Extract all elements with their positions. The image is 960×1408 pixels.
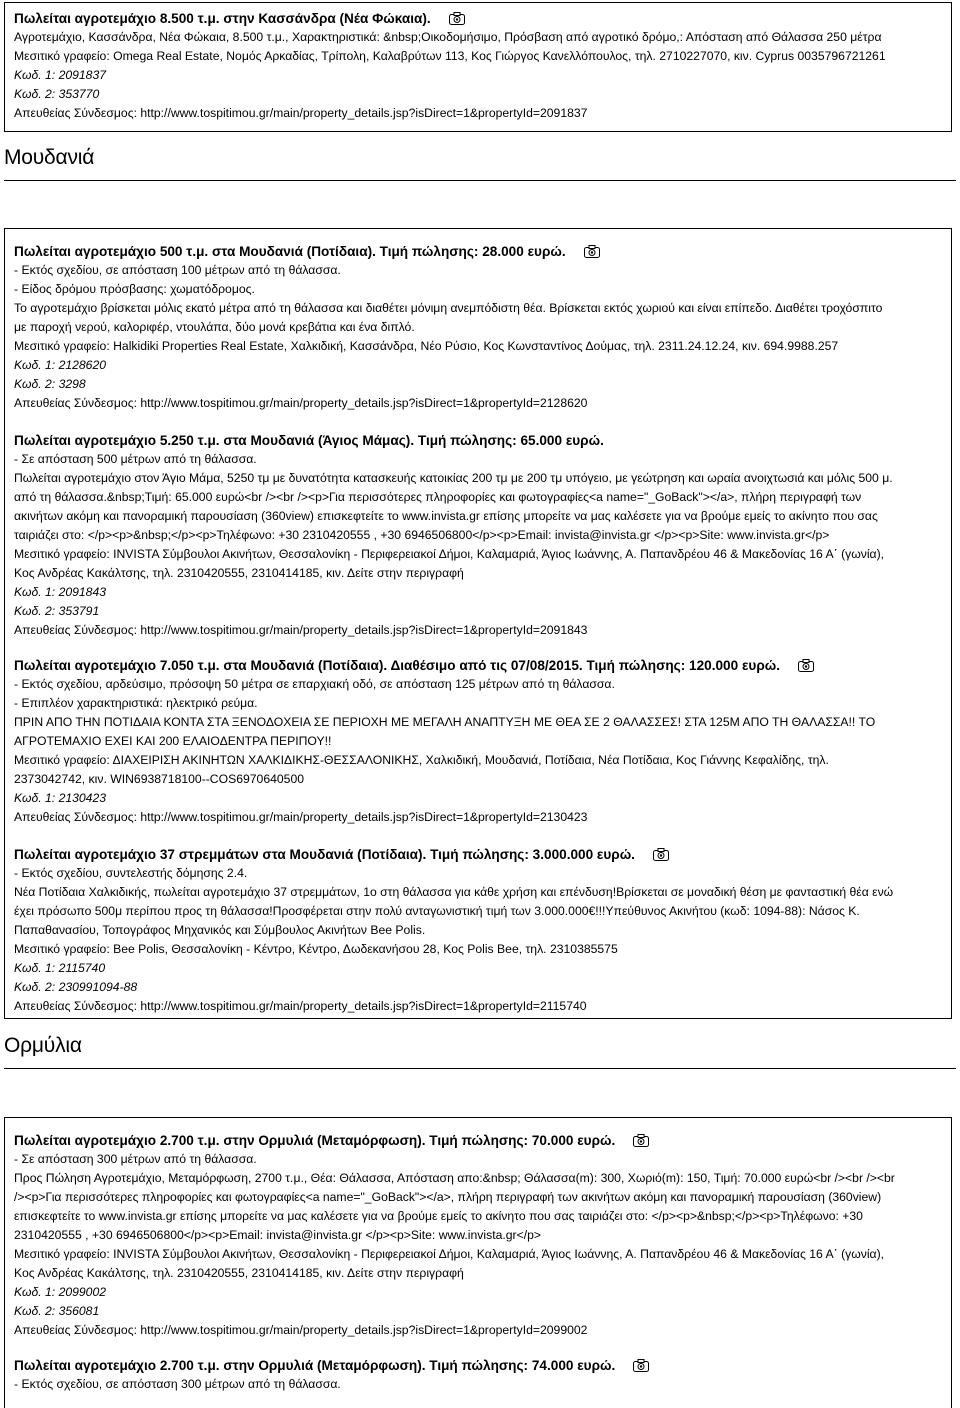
section-divider [4,180,956,181]
listing-detail: 2310420555 , +30 6946506800</p><p>Email: invista@invista.gr </p><p>Site: www.invista.gr</p> [14,1228,541,1242]
listing-link[interactable]: Απευθείας Σύνδεσμος: http://www.tospitimou.gr/main/property_details.jsp?isDirect=1&propertyId=2091843 [14,623,588,637]
listing [14,1131,944,1340]
listing-agent: Μεσιτικό γραφείο: ΔΙΑΧΕΙΡΙΣΗ ΑΚΙΝΗΤΩΝ ΧΑΛΚΙΔΙΚΗΣ-ΘΕΣΣΑΛΟΝΙΚΗΣ, Χαλκιδική, Μουδανιά, Ποτίδαια, Νέα Ποτίδαια, Κος Γιάννης Κεφαλίδης, τηλ. [14,753,829,767]
listing-detail: - Είδος δρόμου πρόσβασης: χωματόδρομος. [14,282,255,296]
listing-title: Πωλείται αγροτεμάχιο 7.050 τ.μ. στα Μουδανιά (Ποτίδαια). Διαθέσιμο από τις 07/08/2015. Τιμή πώλησης: 120.000 ευρώ. [14,656,944,675]
camera-icon[interactable] [653,847,669,860]
listing-agent: 2373042742, κιν. WIN6938718100--COS6970640500 [14,772,305,786]
listing-agent: Μεσιτικό γραφείο: INVISTA Σύμβουλοι Ακινήτων, Θεσσαλονίκη - Περιφερειακοί Δήμοι, Καλαμαριά, Άγιος Ιωάννης, Α. Παπανδρέου 46 & Μακεδονίας 16 Α΄ (γωνία), [14,547,885,561]
listing-code: Κωδ. 2: 353770 [14,87,100,101]
listing-detail: Νέα Ποτίδαια Χαλκιδικής, πωλείται αγροτεμάχιο 37 στρεμμάτων, 1ο στη θάλασσα για κάθε χρήση και επένδυση!Βρίσκεται σε μοναδική θέση με φανταστική θέα ενώ [14,885,894,899]
listing-link[interactable]: Απευθείας Σύνδεσμος: http://www.tospitimou.gr/main/property_details.jsp?isDirect=1&propertyId=2091837 [14,106,588,120]
camera-icon[interactable] [633,1358,649,1371]
camera-icon[interactable] [633,1133,649,1146]
listing-detail: - Εκτός σχεδίου, σε απόσταση 100 μέτρων από τη θάλασσα. [14,263,341,277]
listing-detail: Πωλείται αγροτεμάχιο στον Άγιο Μάμα, 5250 τμ με δυνατότητα κατασκευής κατοικίας 200 τμ με 200 τμ υπόγειο, με γεώτρηση και ωραία ανοιχτωσιά και μόλις 500 μ. [14,471,893,485]
listing-code: Κωδ. 2: 356081 [14,1304,100,1318]
section-divider [4,1068,956,1069]
listing-code: Κωδ. 1: 2115740 [14,961,106,975]
listing [14,242,944,413]
listing-detail: ΠΡΙΝ ΑΠΟ ΤΗΝ ΠΟΤΙΔΑΙΑ ΚΟΝΤΑ ΣΤΑ ΞΕΝΟΔΟΧΕΙΑ ΣΕ ΠΕΡΙΟΧΗ ΜΕ ΜΕΓΑΛΗ ΑΝΑΠΤΥΞΗ ΜΕ ΘΕΑ ΣΕ 2 ΘΑΛΑΣΣΕΣ! ΣΤΑ 125Μ ΑΠΟ ΤΗ ΘΑΛΑΣΣΑ!! ΤΟ [14,715,876,729]
listing-detail: - Σε απόσταση 500 μέτρων από τη θάλασσα. [14,452,257,466]
listing-title: Πωλείται αγροτεμάχιο 37 στρεμμάτων στα Μουδανιά (Ποτίδαια). Τιμή πώλησης: 3.000.000 ευρώ. [14,845,944,864]
listing-detail: ακινήτων ακόμη και πανοραμική παρουσίαση (360view) επισκεφτείτε το www.invista.gr επίσης μπορείτε να μας καλέσετε για να βρούμε εμείς το ακίνητο που σας [14,509,878,523]
listing-link[interactable]: Απευθείας Σύνδεσμος: http://www.tospitimou.gr/main/property_details.jsp?isDirect=1&propertyId=2115740 [14,999,587,1013]
listing-detail: από τη θάλασσα.&nbsp;Τιμή: 65.000 ευρώ<br /><br /><p>Για περισσότερες πληροφορίες και φωτογραφίες<a name="_GoBack"></a>, πλήρη περιγραφή των [14,490,862,504]
listing-detail: με παροχή νερού, καλοριφέρ, ντουλάπα, δύο μονά κρεβάτια και ένα διπλό. [14,320,415,334]
listing-detail: - Σε απόσταση 300 μέτρων από τη θάλασσα. [14,1152,257,1166]
listing-detail: - Εκτός σχεδίου, συντελεστής δόμησης 2.4. [14,866,248,880]
listing-title: Πωλείται αγροτεμάχιο 500 τ.μ. στα Μουδανιά (Ποτίδαια). Τιμή πώλησης: 28.000 ευρώ. [14,242,944,261]
listing-code: Κωδ. 1: 2130423 [14,791,107,805]
listing-code: Κωδ. 2: 230991094-88 [14,980,138,994]
listing-link[interactable]: Απευθείας Σύνδεσμος: http://www.tospitimou.gr/main/property_details.jsp?isDirect=1&propertyId=2128620 [14,396,588,410]
section-heading: Μουδανιά [4,146,95,169]
listing [14,9,944,123]
listing-detail: - Εκτός σχεδίου, σε απόσταση 300 μέτρων από τη θάλασσα. [14,1377,341,1391]
listing-detail: - Εκτός σχεδίου, αρδεύσιμο, πρόσοψη 50 μέτρα σε επαρχιακή οδό, σε απόσταση 125 μέτρων από τη θάλασσα. [14,677,615,691]
listing-title: Πωλείται αγροτεμάχιο 2.700 τ.μ. στην Ορμυλιά (Μεταμόρφωση). Τιμή πώλησης: 74.000 ευρώ. [14,1356,944,1375]
listing-code: Κωδ. 1: 2128620 [14,358,107,372]
listing-title: Πωλείται αγροτεμάχιο 8.500 τ.μ. στην Κασσάνδρα (Νέα Φώκαια). [14,9,944,28]
listing [14,656,944,827]
listing-agent: Μεσιτικό γραφείο: Omega Real Estate, Νομός Αρκαδίας, Τρίπολη, Καλαβρύτων 113, Κος Γιώργος Κανελλόπουλος, τηλ. 2710227070, κιν. Cyprus 0035796721261 [14,49,886,63]
listing-detail: Προς Πώληση Αγροτεμάχιο, Μεταμόρφωση, 2700 τ.μ., Θέα: Θάλασσα, Απόσταση απο:&nbsp; Θάλασσα(m): 300, Χωριό(m): 150, Τιμή: 70.000 ευρώ<br /><br /><br [14,1171,895,1185]
listing-detail: επισκεφτείτε το www.invista.gr επίσης μπορείτε να μας καλέσετε για να βρούμε εμείς το ακίνητο που σας ταιριάζει στο: </p><p>&nbsp;</p><p>Τηλέφωνο: +30 [14,1209,863,1223]
listing-detail: Παπαθανασίου, Τοπογράφος Μηχανικός και Σύμβουλος Ακινήτων Bee Polis. [14,923,426,937]
listing-agent: Μεσιτικό γραφείο: Bee Polis, Θεσσαλονίκη - Κέντρο, Κέντρο, Δωδεκανήσου 28, Κος Polis Bee, τηλ. 2310385575 [14,942,618,956]
listing-detail: Το αγροτεμάχιο βρίσκεται μόλις εκατό μέτρα από τη θάλασσα και διαθέτει μόνιμη ανεμπόδιστη θέα. Βρίσκεται εκτός χωριού και είναι επίπεδο. Διαθέτει τροχόσπιτο [14,301,883,315]
listing-description: Αγροτεμάχιο, Κασσάνδρα, Νέα Φώκαια, 8.500 τ.μ., Χαρακτηριστικά: &nbsp;Οικοδομήσιμο, Πρόσβαση από αγροτικό δρόμο,: Απόσταση από Θάλασσα 250 μέτρα [14,30,882,44]
listing-code: Κωδ. 1: 2091837 [14,68,107,82]
listing-detail: έχει πρόσωπο 500μ περίπου προς τη θάλασσα!Προσφέρεται στην πολύ ανταγωνιστική τιμή των 3.000.000€!!!Υπεύθυνος Ακινήτου (κωδ: 1094-88): Νάσος Κ. [14,904,860,918]
listing-code: Κωδ. 2: 353791 [14,604,100,618]
listing-code: Κωδ. 1: 2091843 [14,585,107,599]
listing [14,1356,944,1394]
listing-detail: ταιριάζει στο: </p><p>&nbsp;</p><p>Τηλέφωνο: +30 2310420555 , +30 6946506800</p><p>Email: invista@invista.gr </p><p>Site: www.invista.gr</p> [14,528,830,542]
listing-detail: - Επιπλέον χαρακτηριστικά: ηλεκτρικό ρεύμα. [14,696,258,710]
camera-icon[interactable] [798,658,814,671]
listing-agent: Μεσιτικό γραφείο: Halkidiki Properties Real Estate, Χαλκιδική, Κασσάνδρα, Νέο Ρύσιο, Κος Κωνσταντίνος Δούμας, τηλ. 2311.24.12.24, κιν. 694.9988.257 [14,339,839,353]
listing [14,845,944,1016]
listing-agent: Κος Ανδρέας Κακάλτσης, τηλ. 2310420555, 2310414185, κιν. Δείτε στην περιγραφή [14,1266,464,1280]
camera-icon[interactable] [449,11,465,24]
listing-link[interactable]: Απευθείας Σύνδεσμος: http://www.tospitimou.gr/main/property_details.jsp?isDirect=1&propertyId=2099002 [14,1323,588,1337]
listing-code: Κωδ. 1: 2099002 [14,1285,107,1299]
listing-detail: ΑΓΡΟΤΕΜΑΧΙΟ ΕΧΕΙ ΚΑΙ 200 ΕΛΑΙΟΔΕΝΤΡΑ ΠΕΡΙΠΟΥ!! [14,734,332,748]
listing-agent: Μεσιτικό γραφείο: INVISTA Σύμβουλοι Ακινήτων, Θεσσαλονίκη - Περιφερειακοί Δήμοι, Καλαμαριά, Άγιος Ιωάννης, Α. Παπανδρέου 46 & Μακεδονίας 16 Α΄ (γωνία), [14,1247,885,1261]
camera-icon[interactable] [584,244,600,257]
listing-title: Πωλείται αγροτεμάχιο 2.700 τ.μ. στην Ορμυλιά (Μεταμόρφωση). Τιμή πώλησης: 70.000 ευρώ. [14,1131,944,1150]
listing [14,431,944,640]
section-heading: Ορμύλια [4,1034,82,1057]
listing-title: Πωλείται αγροτεμάχιο 5.250 τ.μ. στα Μουδανιά (Άγιος Μάμας). Τιμή πώλησης: 65.000 ευρώ. [14,433,604,448]
listing-link[interactable]: Απευθείας Σύνδεσμος: http://www.tospitimou.gr/main/property_details.jsp?isDirect=1&propertyId=2130423 [14,810,588,824]
listing-code: Κωδ. 2: 3298 [14,377,86,391]
listing-agent: Κος Ανδρέας Κακάλτσης, τηλ. 2310420555, 2310414185, κιν. Δείτε στην περιγραφή [14,566,464,580]
listing-detail: /><p>Για περισσότερες πληροφορίες και φωτογραφίες<a name="_GoBack"></a>, πλήρη περιγραφή των ακινήτων ακόμη και πανοραμική παρουσίαση (360view) [14,1190,882,1204]
